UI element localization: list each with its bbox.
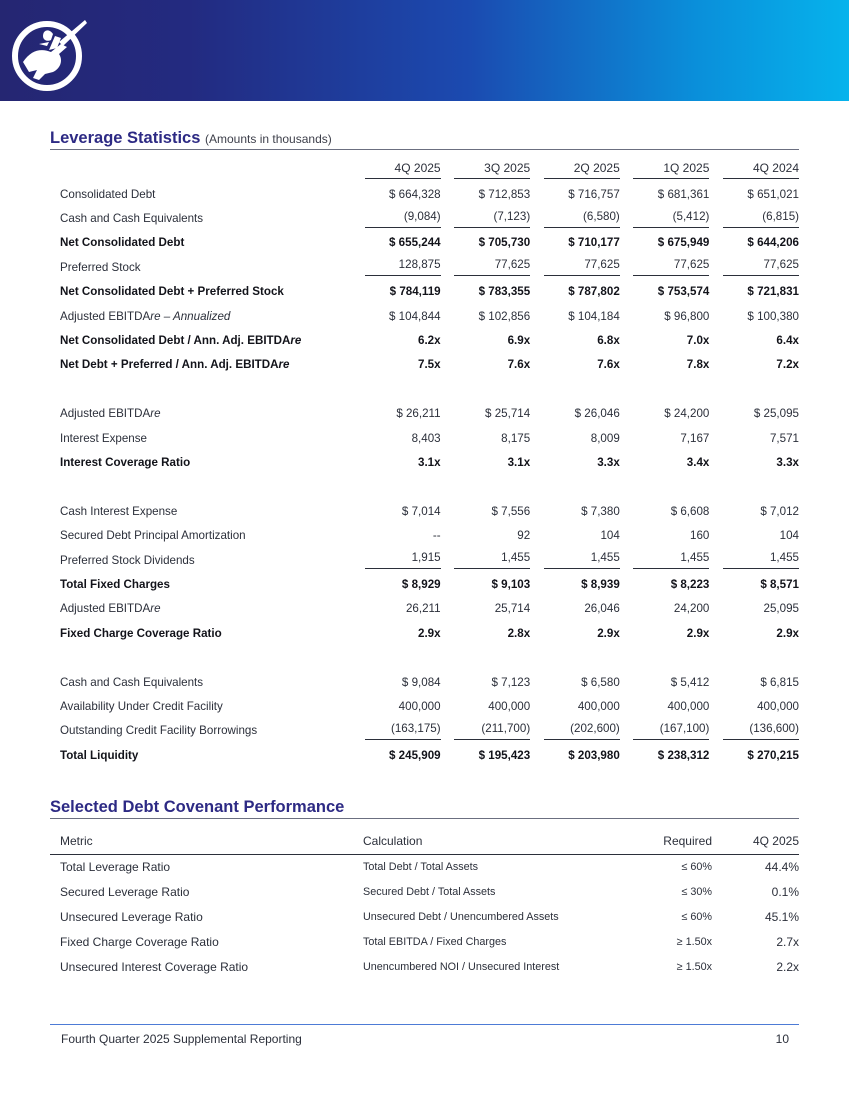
table-cell: Unsecured Debt / Unencumbered Assets	[363, 910, 559, 923]
table-row	[50, 231, 799, 255]
leverage-section-title	[50, 129, 799, 150]
table-cell: 77,625	[620, 255, 710, 279]
column-header: 1Q 2025	[633, 161, 709, 179]
row-label: Preferred Stock	[60, 260, 141, 274]
table-row	[50, 450, 799, 474]
row-label: Net Debt + Preferred / Ann. Adj. EBITDAre	[60, 358, 290, 372]
table-cell: 7.6x	[507, 358, 531, 372]
table-cell: ≤ 60%	[681, 860, 712, 873]
table-cell: 400,000	[577, 699, 620, 713]
table-row	[50, 929, 799, 954]
table-cell: 77,625	[530, 255, 620, 279]
table-cell: $ 783,355	[478, 285, 531, 299]
table-cell: $ 7,014	[401, 504, 441, 518]
table-cell: $ 675,949	[657, 236, 710, 250]
row-label: Net Consolidated Debt	[60, 236, 185, 250]
table-cell: $ 104,844	[389, 309, 441, 323]
table-cell: (6,580)	[530, 206, 620, 230]
table-cell: $ 721,831	[747, 285, 799, 299]
table-cell: $ 6,580	[581, 675, 620, 689]
column-header: 3Q 2025	[454, 161, 530, 179]
table-cell: 7.6x	[597, 358, 620, 372]
table-cell: 7.0x	[686, 334, 710, 348]
table-cell: 6.2x	[418, 334, 441, 348]
table-cell: 104	[779, 529, 799, 543]
table-cell: $ 25,714	[485, 407, 531, 421]
table-cell: ≤ 60%	[681, 910, 712, 923]
spacer-row	[50, 475, 799, 499]
row-label: Adjusted EBITDAre	[60, 602, 161, 616]
row-label: Adjusted EBITDAre – Annualized	[60, 309, 231, 323]
row-label: Consolidated Debt	[60, 187, 156, 201]
table-row	[50, 879, 799, 904]
table-cell: 6.4x	[776, 334, 799, 348]
table-cell: 1,455	[709, 548, 799, 572]
header-banner	[0, 0, 849, 101]
table-cell: ≥ 1.50x	[676, 960, 712, 973]
column-header: 4Q 2024	[723, 161, 799, 179]
table-cell: Total Debt / Total Assets	[363, 860, 479, 873]
table-cell: (6,815)	[709, 206, 799, 230]
table-cell: $ 787,802	[568, 285, 620, 299]
table-row	[50, 854, 799, 879]
row-label: Cash and Cash Equivalents	[60, 212, 204, 226]
row-label: Secured Debt Principal Amortization	[60, 529, 246, 543]
leverage-title: Leverage Statistics	[50, 129, 201, 147]
table-cell: 1,455	[441, 548, 531, 572]
leverage-table	[50, 158, 799, 767]
row-label: Net Consolidated Debt + Preferred Stock	[60, 285, 284, 299]
table-row	[50, 904, 799, 929]
row-label: Net Consolidated Debt / Ann. Adj. EBITDAre	[60, 334, 302, 348]
table-cell: 2.9x	[418, 626, 441, 640]
table-cell: 1,455	[620, 548, 710, 572]
table-cell: (9,084)	[351, 206, 441, 230]
table-row	[50, 523, 799, 547]
row-label: Cash Interest Expense	[60, 504, 178, 518]
table-cell: $ 644,206	[747, 236, 799, 250]
spacer-row	[50, 377, 799, 401]
table-row	[50, 206, 799, 230]
table-cell: 44.4%	[764, 859, 799, 874]
table-cell: 6.9x	[507, 334, 531, 348]
table-row	[50, 304, 799, 328]
table-cell: $ 664,328	[389, 187, 441, 201]
table-cell: 400,000	[398, 699, 441, 713]
footer-text: Fourth Quarter 2025 Supplemental Reporting	[61, 1032, 302, 1046]
footer-divider	[50, 1024, 799, 1025]
table-cell: $ 784,119	[389, 285, 441, 299]
table-cell: $ 104,184	[568, 309, 620, 323]
leverage-header-row	[50, 158, 799, 182]
table-cell: $ 8,223	[670, 577, 710, 591]
table-cell: $ 102,856	[478, 309, 531, 323]
table-cell: $ 245,909	[389, 748, 441, 762]
table-cell: 104	[600, 529, 620, 543]
table-cell: 0.1%	[771, 884, 799, 899]
column-header: 4Q 2025	[365, 161, 441, 179]
table-cell: Total Leverage Ratio	[60, 859, 171, 874]
table-cell: 1,915	[351, 548, 441, 572]
table-cell: $ 5,412	[670, 675, 710, 689]
table-cell: Unsecured Interest Coverage Ratio	[60, 959, 249, 974]
table-cell: $ 24,200	[664, 407, 710, 421]
table-row	[50, 353, 799, 377]
table-cell: $ 25,095	[753, 407, 799, 421]
table-cell: $ 712,853	[478, 187, 531, 201]
table-cell: $ 655,244	[389, 236, 441, 250]
table-row	[50, 694, 799, 718]
row-label: Outstanding Credit Facility Borrowings	[60, 724, 258, 738]
row-label: Availability Under Credit Facility	[60, 699, 223, 713]
leverage-subtitle: (Amounts in thousands)	[205, 132, 332, 146]
row-label: Interest Coverage Ratio	[60, 455, 191, 469]
table-cell: (163,175)	[351, 719, 441, 743]
table-cell: 3.3x	[776, 455, 799, 469]
table-cell: $ 716,757	[568, 187, 620, 201]
covenant-table	[50, 829, 799, 979]
table-cell: Unsecured Leverage Ratio	[60, 909, 203, 924]
table-cell: 77,625	[441, 255, 531, 279]
table-cell: (136,600)	[709, 719, 799, 743]
table-cell: $ 96,800	[664, 309, 710, 323]
table-cell: 25,714	[494, 602, 531, 616]
table-cell: 45.1%	[764, 909, 799, 924]
column-header: Metric	[50, 829, 363, 854]
table-cell: 2.7x	[776, 934, 799, 949]
table-cell: (211,700)	[441, 719, 531, 743]
table-cell: 400,000	[667, 699, 710, 713]
table-cell: $ 26,211	[396, 407, 441, 421]
table-row	[50, 548, 799, 572]
table-cell: 8,009	[590, 431, 620, 445]
table-cell: 128,875	[351, 255, 441, 279]
row-label: Preferred Stock Dividends	[60, 553, 195, 567]
table-cell: 1,455	[530, 548, 620, 572]
table-row	[50, 402, 799, 426]
table-row	[50, 328, 799, 352]
table-cell: $ 6,608	[670, 504, 710, 518]
table-row	[50, 719, 799, 743]
table-row	[50, 255, 799, 279]
column-header: Calculation	[363, 829, 623, 854]
table-cell: 7.8x	[686, 358, 710, 372]
table-cell: 7,571	[769, 431, 799, 445]
table-cell: $ 8,571	[760, 577, 799, 591]
table-row	[50, 426, 799, 450]
table-cell: Unencumbered NOI / Unsecured Interest	[363, 960, 560, 973]
table-cell: $ 9,103	[491, 577, 531, 591]
table-cell: $ 7,380	[581, 504, 620, 518]
table-cell: 24,200	[673, 602, 710, 616]
table-cell: $ 753,574	[657, 285, 710, 299]
table-cell: $ 7,012	[760, 504, 799, 518]
table-cell: $ 9,084	[401, 675, 441, 689]
table-row	[50, 954, 799, 979]
table-cell: $ 203,980	[568, 748, 620, 762]
table-cell: Fixed Charge Coverage Ratio	[60, 934, 219, 949]
table-cell: 3.4x	[686, 455, 710, 469]
row-label: Adjusted EBITDAre	[60, 407, 161, 421]
row-label: Cash and Cash Equivalents	[60, 675, 204, 689]
table-cell: 3.3x	[597, 455, 620, 469]
table-cell: Secured Leverage Ratio	[60, 884, 190, 899]
table-cell: (167,100)	[620, 719, 710, 743]
table-cell: $ 705,730	[478, 236, 531, 250]
table-cell: $ 238,312	[657, 748, 710, 762]
row-label: Fixed Charge Coverage Ratio	[60, 626, 222, 640]
table-cell: 2.8x	[507, 626, 531, 640]
row-label: Total Liquidity	[60, 748, 139, 762]
table-cell: 7.2x	[776, 358, 799, 372]
row-label: Interest Expense	[60, 431, 148, 445]
centaur-logo-icon	[9, 14, 89, 94]
table-cell: 7.5x	[418, 358, 441, 372]
table-cell: ≥ 1.50x	[676, 935, 712, 948]
table-cell: 77,625	[709, 255, 799, 279]
table-cell: 26,211	[405, 602, 441, 616]
table-cell: 2.9x	[597, 626, 620, 640]
table-cell: 6.8x	[597, 334, 620, 348]
table-cell: $ 100,380	[747, 309, 799, 323]
table-cell: Total EBITDA / Fixed Charges	[363, 935, 507, 948]
table-cell: ≤ 30%	[681, 885, 712, 898]
table-cell: $ 8,939	[581, 577, 620, 591]
table-cell: 3.1x	[418, 455, 441, 469]
table-cell: $ 195,423	[478, 748, 531, 762]
table-cell: 8,175	[501, 431, 531, 445]
row-label: Total Fixed Charges	[60, 577, 170, 591]
table-row	[50, 182, 799, 206]
column-header: 2Q 2025	[544, 161, 620, 179]
spacer-row	[50, 645, 799, 669]
covenant-title: Selected Debt Covenant Performance	[50, 798, 345, 816]
table-cell: 8,403	[411, 431, 441, 445]
table-cell: $ 7,123	[491, 675, 531, 689]
table-cell: 3.1x	[507, 455, 531, 469]
table-cell: 26,046	[584, 602, 620, 616]
table-row	[50, 572, 799, 596]
table-cell: Secured Debt / Total Assets	[363, 885, 496, 898]
table-cell: 7,167	[680, 431, 710, 445]
table-cell: 2.9x	[686, 626, 710, 640]
table-cell: --	[432, 529, 441, 543]
table-row	[50, 597, 799, 621]
table-cell: 2.9x	[776, 626, 799, 640]
table-cell: $ 7,556	[491, 504, 531, 518]
table-cell: $ 6,815	[760, 675, 799, 689]
table-row	[50, 280, 799, 304]
table-row	[50, 621, 799, 645]
table-row	[50, 499, 799, 523]
column-header: Required	[623, 829, 712, 854]
table-cell: (202,600)	[530, 719, 620, 743]
table-cell: $ 681,361	[657, 187, 710, 201]
table-row	[50, 670, 799, 694]
table-cell: 400,000	[488, 699, 531, 713]
covenant-header-row	[50, 829, 799, 854]
table-cell: 92	[517, 529, 531, 543]
covenant-section-title	[50, 798, 799, 819]
table-cell: $ 651,021	[747, 187, 799, 201]
table-cell: 160	[690, 529, 710, 543]
table-row	[50, 743, 799, 767]
table-cell: $ 710,177	[568, 236, 620, 250]
table-cell: $ 270,215	[747, 748, 799, 762]
table-cell: (7,123)	[441, 206, 531, 230]
column-header: 4Q 2025	[712, 829, 799, 854]
page-number: 10	[775, 1032, 789, 1046]
table-cell: 25,095	[763, 602, 799, 616]
table-cell: $ 26,046	[574, 407, 620, 421]
table-cell: 400,000	[757, 699, 799, 713]
table-cell: (5,412)	[620, 206, 710, 230]
table-cell: 2.2x	[776, 959, 799, 974]
table-cell: $ 8,929	[401, 577, 441, 591]
